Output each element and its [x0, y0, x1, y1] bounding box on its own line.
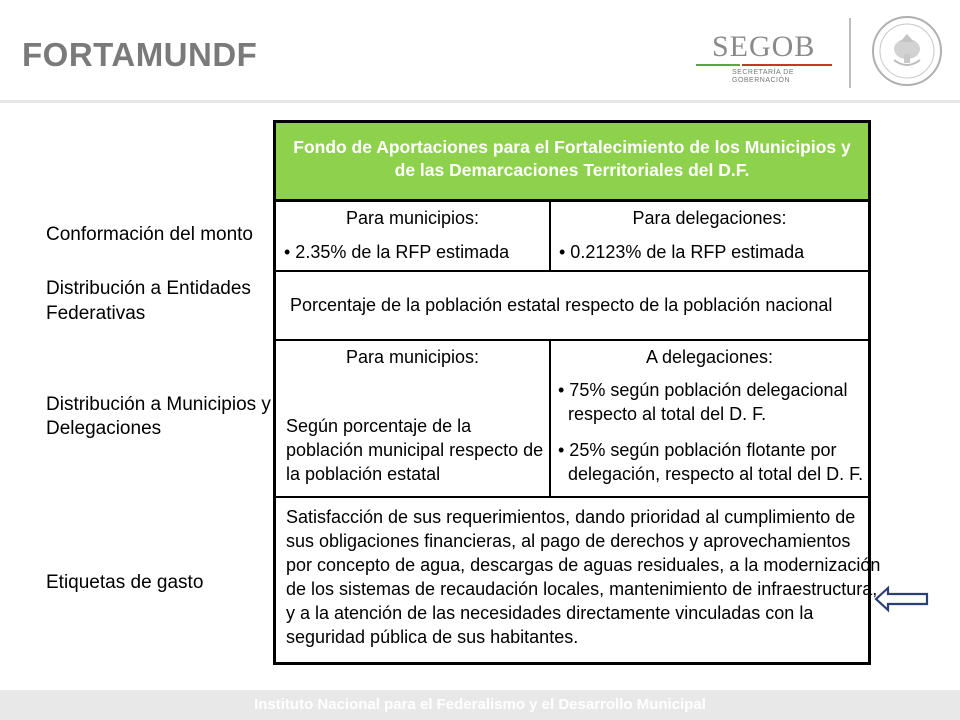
label-distribucion-municipios-line2: Delegaciones: [46, 418, 162, 439]
mexico-coat-of-arms-icon: [870, 14, 944, 88]
row1-right-title: Para delegaciones:: [632, 208, 787, 228]
row3-left-line3: la población estatal: [286, 464, 441, 484]
row3-left-line2: población municipal respecto de: [286, 440, 544, 460]
row4-line3: por concepto de agua, descargas de aguas residuales, a la modernización: [286, 555, 881, 575]
row3-right-bullet1-line2: respecto al total del D. F.: [568, 404, 767, 424]
logo-subtitle: [732, 69, 794, 85]
row3-right-title: A delegaciones:: [645, 347, 774, 367]
table-header-line1: Fondo de Aportaciones para el Fortalecimiento de los Municipios y: [293, 137, 851, 157]
segob-logo: [696, 26, 836, 96]
logo-green-bar: [696, 64, 740, 66]
label-distribucion-entidades-line2: Federativas: [46, 303, 146, 324]
label-distribucion-municipios-line1: Distribución a Municipios y: [46, 394, 271, 415]
row4-line2: sus obligaciones financieras, al pago de derechos y aprovechamientos: [286, 531, 851, 551]
row4-line6: seguridad pública de sus habitantes.: [286, 627, 579, 647]
logo-subtitle-line1: SECRETARÍA DE: [732, 69, 794, 76]
row3-right-bullet2-line2: delegación, respecto al total del D. F.: [568, 464, 864, 484]
row4-line1: Satisfacción de sus requerimientos, dando prioridad al cumplimiento de: [286, 507, 856, 527]
label-distribucion-entidades-line1: Distribución a Entidades: [46, 278, 251, 299]
row1-right-bullet: • 0.2123% de la RFP estimada: [559, 242, 805, 262]
row4-line5: y a la atención de las necesidades directamente vinculadas con la: [286, 603, 814, 623]
row3-right-bullet2-line1: • 25% según población flotante por: [558, 440, 837, 460]
row3-left-line1: Según porcentaje de la: [286, 416, 472, 436]
row3-right-bullet1-line1: • 75% según población delegacional: [558, 380, 848, 400]
logo-subtitle-line2: GOBERNACIÓN: [732, 77, 791, 84]
row3-left-title: Para municipios:: [345, 347, 480, 367]
left-arrow-outline-icon: [874, 585, 930, 618]
row2-bottom-border: [276, 339, 868, 341]
footer-banner: Instituto Nacional para el Federalismo y el Desarrollo Municipal: [0, 690, 960, 720]
row1-left-title: Para municipios:: [345, 208, 480, 228]
fund-table: [273, 120, 881, 665]
page-title: FORTAMUNDF: [22, 36, 258, 73]
row4-line4: de los sistemas de recaudación locales, mantenimiento de infraestructura,: [286, 579, 878, 599]
row1-left-bullet: • 2.35% de la RFP estimada: [284, 242, 510, 262]
header-divider: [0, 100, 960, 103]
table-header-line2: de las Demarcaciones Territoriales del D.F.: [394, 160, 750, 180]
segob-logo-text: SEGOB: [712, 30, 816, 63]
row3-bottom-border: [276, 496, 868, 498]
label-conformacion: Conformación del monto: [46, 224, 253, 245]
row1-bottom-border: [276, 270, 868, 272]
label-etiquetas: Etiquetas de gasto: [46, 572, 204, 593]
logo-red-bar: [742, 64, 832, 66]
row2-text: Porcentaje de la población estatal respecto de la población nacional: [290, 295, 833, 315]
logo-divider: [849, 18, 851, 88]
table-header: [276, 123, 868, 202]
